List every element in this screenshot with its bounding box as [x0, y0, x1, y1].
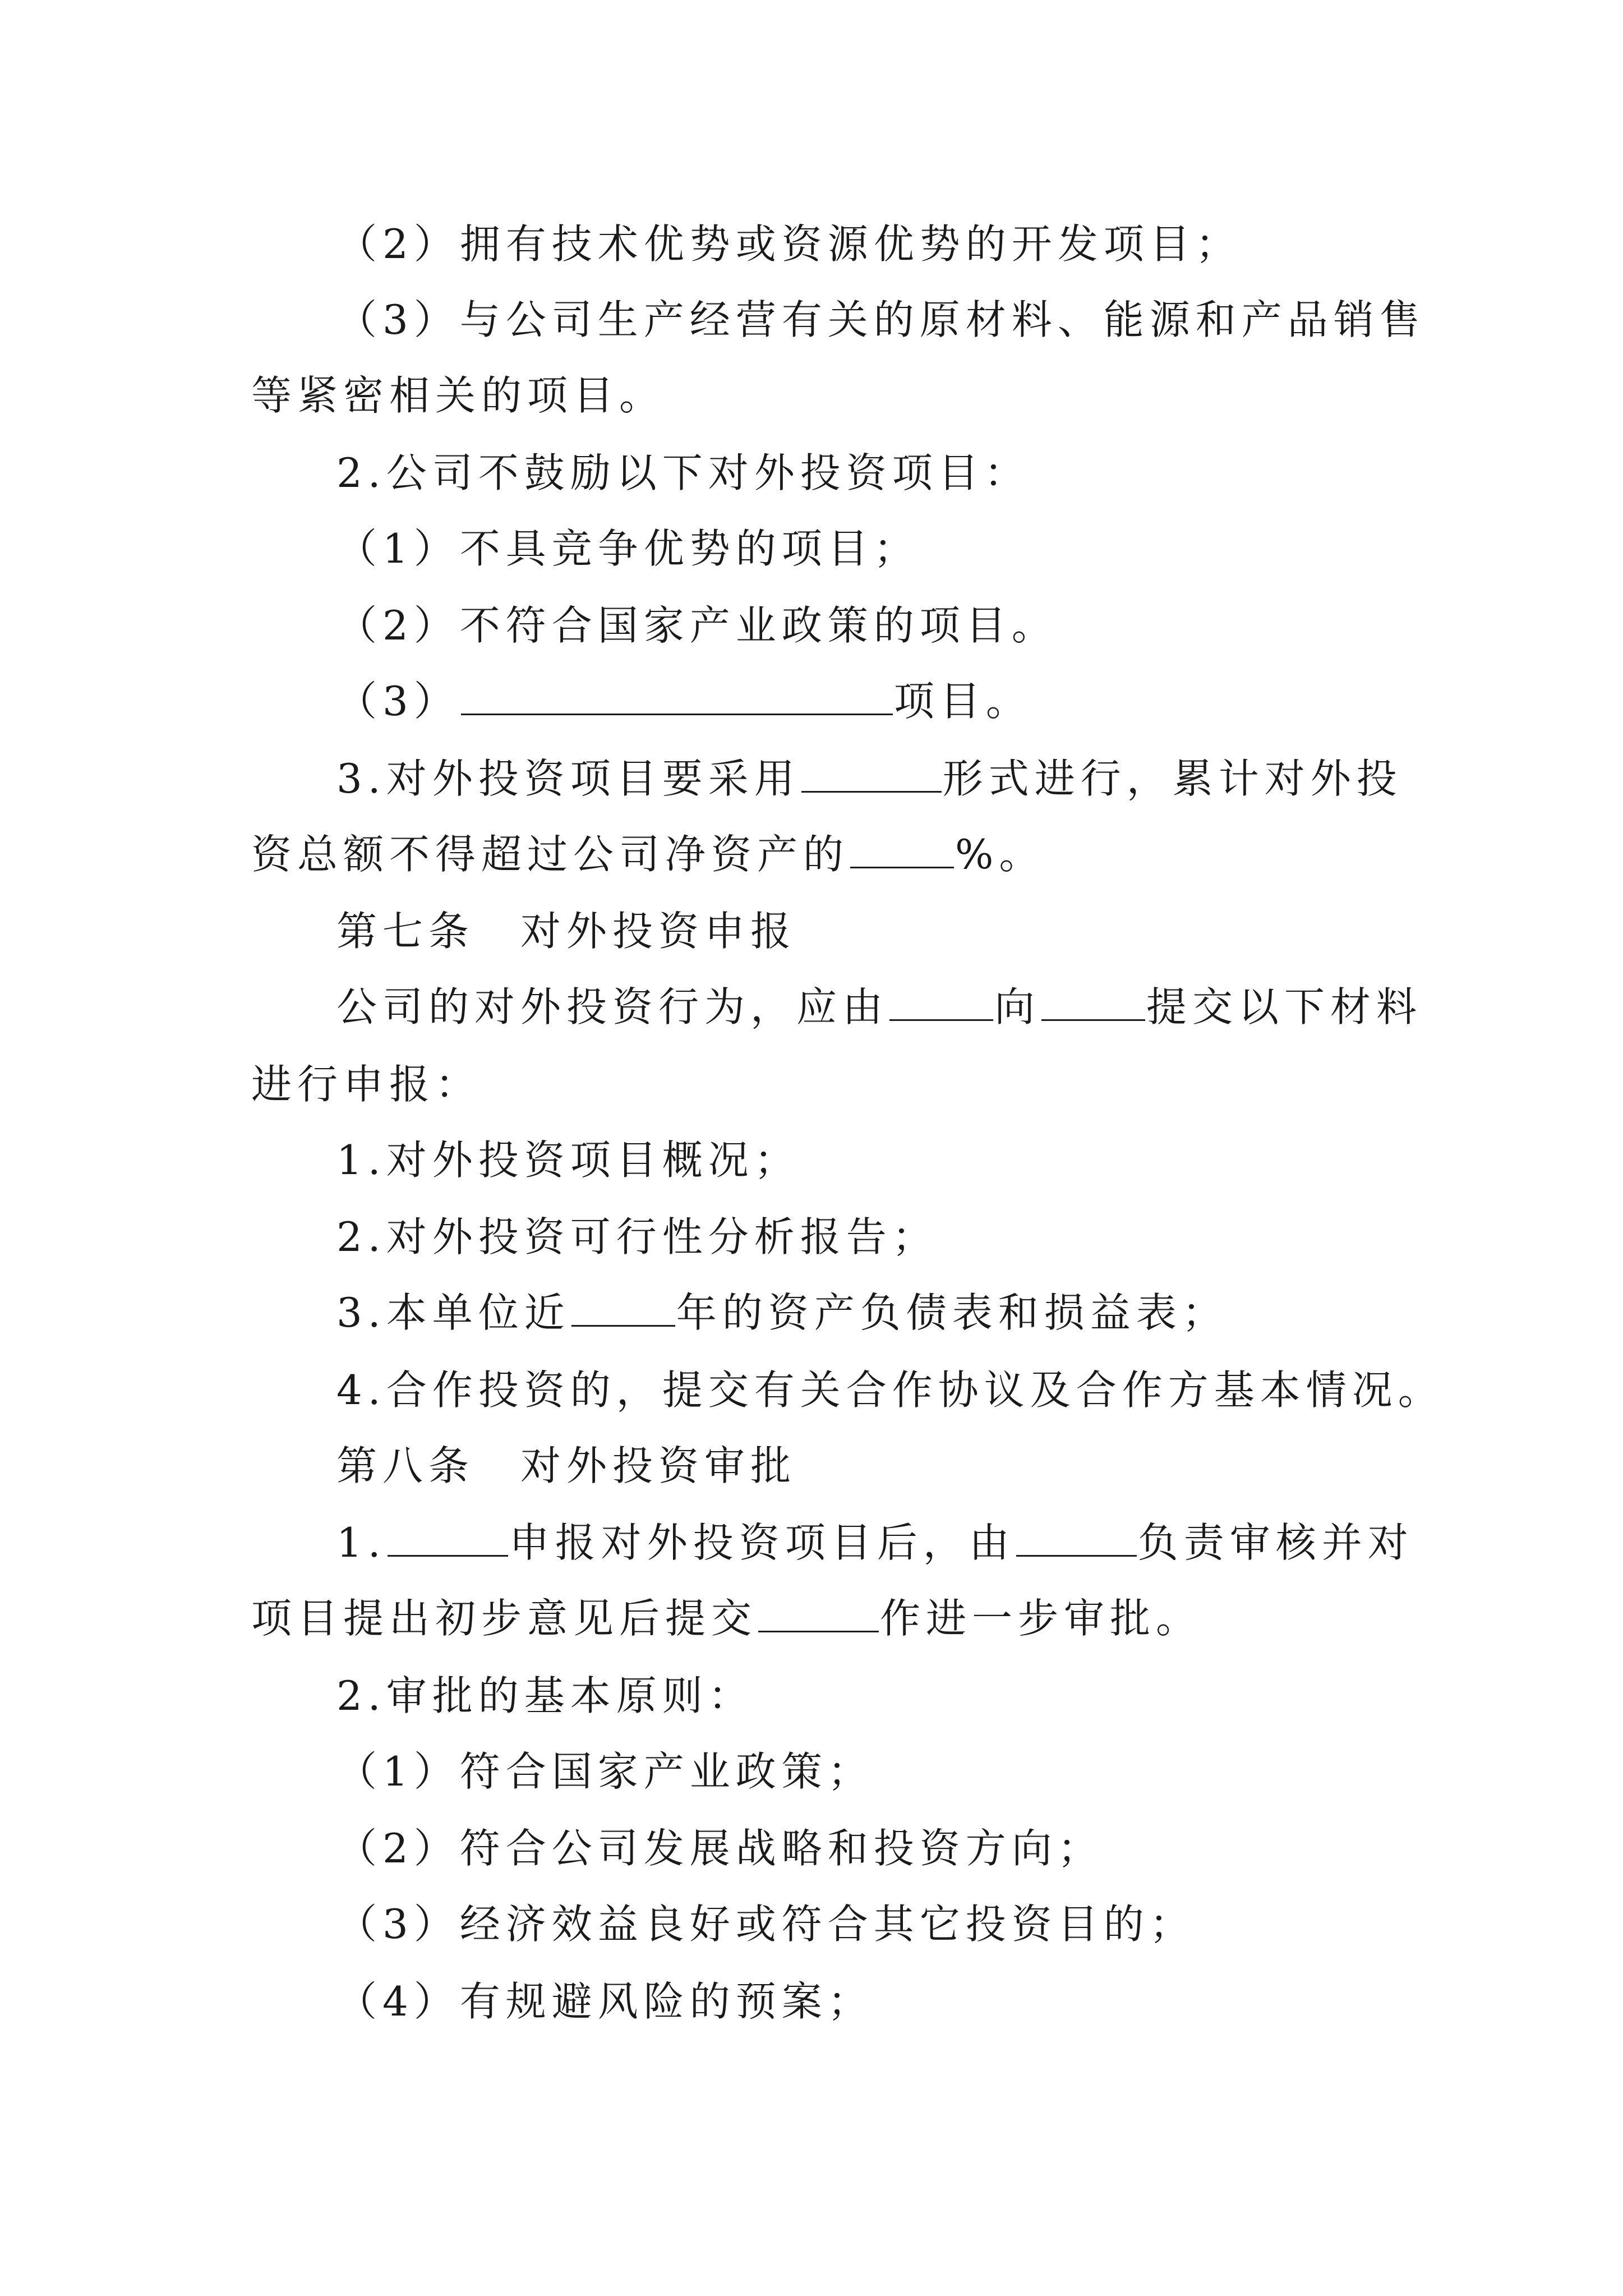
line-text: （3）与公司生产经营有关的原材料、能源和产品销售 [336, 296, 1426, 343]
text-line [336, 1515, 1414, 1571]
fill-in-blank [801, 756, 942, 793]
line-text: 项目。 [893, 678, 1032, 725]
line-text: 进行申报： [251, 1061, 482, 1108]
line-text: （4）有规避风险的预案； [336, 1978, 874, 2025]
line-text: %。 [955, 831, 1045, 878]
line-text: （1）不具竞争优势的项目； [336, 525, 920, 572]
fill-in-blank [758, 1596, 879, 1632]
text-line [336, 1362, 1444, 1418]
text-line [336, 751, 1403, 807]
heading-text: 第八条 对外投资审批 [336, 1442, 797, 1489]
line-text: 4.合作投资的，提交有关合作协议及合作方基本情况。 [336, 1366, 1444, 1414]
line-text: 3.本单位近 [336, 1289, 570, 1336]
fill-in-blank [461, 679, 893, 715]
line-text: 作进一步审批。 [880, 1595, 1202, 1642]
text-line [336, 216, 1242, 272]
line-text: 资总额不得超过公司净资产的 [251, 831, 850, 878]
fill-in-blank [1041, 984, 1145, 1021]
line-text: （3）经济效益良好或符合其它投资目的； [336, 1901, 1196, 1948]
text-line [336, 1132, 800, 1188]
text-line [336, 673, 1032, 729]
text-line [336, 1973, 874, 2030]
text-line [336, 979, 1422, 1035]
text-line [336, 1820, 1104, 1876]
text-line [336, 1209, 938, 1265]
text-line [336, 445, 1030, 501]
line-text: 形式进行，累计对外投 [942, 755, 1403, 802]
text-line [251, 367, 665, 424]
heading-text: 第七条 对外投资申报 [336, 908, 797, 955]
fill-in-blank [1016, 1520, 1137, 1557]
text-line [336, 1668, 754, 1724]
line-text: （2）不符合国家产业政策的项目。 [336, 602, 1058, 649]
line-text: 负责审核并对 [1137, 1519, 1414, 1566]
line-text: 项目提出初步意见后提交 [251, 1595, 758, 1642]
fill-in-blank [889, 984, 993, 1021]
text-line [336, 1285, 1228, 1341]
section-heading [336, 1438, 796, 1494]
line-text: 2.对外投资可行性分析报告； [336, 1213, 938, 1260]
fill-in-blank [388, 1520, 508, 1557]
line-text: （2）符合公司发展战略和投资方向； [336, 1825, 1104, 1872]
fill-in-blank [571, 1290, 675, 1327]
text-line [251, 1590, 1202, 1646]
text-line [336, 1743, 874, 1800]
line-text: （3） [336, 678, 460, 725]
text-line [251, 1056, 481, 1112]
line-text: 3.对外投资项目要采用 [336, 755, 800, 802]
line-text: 1. [336, 1519, 386, 1566]
text-line [336, 1896, 1196, 1952]
section-heading [336, 903, 796, 959]
line-text: 公司的对外投资行为，应由 [336, 983, 889, 1030]
line-text: （2）拥有技术优势或资源优势的开发项目； [336, 220, 1242, 268]
line-text: 申报对外投资项目后，由 [509, 1519, 1015, 1566]
text-line [336, 521, 920, 577]
line-text: 年的资产负债表和损益表； [676, 1289, 1228, 1336]
line-text: 向 [994, 983, 1041, 1030]
line-text: 提交以下材料 [1146, 983, 1423, 1030]
text-line [251, 826, 1045, 882]
text-line [336, 597, 1058, 654]
line-text: （1）符合国家产业政策； [336, 1748, 874, 1795]
line-text: 2.公司不鼓励以下对外投资项目： [336, 449, 1030, 496]
line-text: 1.对外投资项目概况； [336, 1137, 800, 1184]
line-text: 等紧密相关的项目。 [251, 372, 666, 419]
fill-in-blank [850, 832, 954, 868]
line-text: 2.审批的基本原则： [336, 1672, 754, 1719]
text-line [336, 292, 1426, 348]
